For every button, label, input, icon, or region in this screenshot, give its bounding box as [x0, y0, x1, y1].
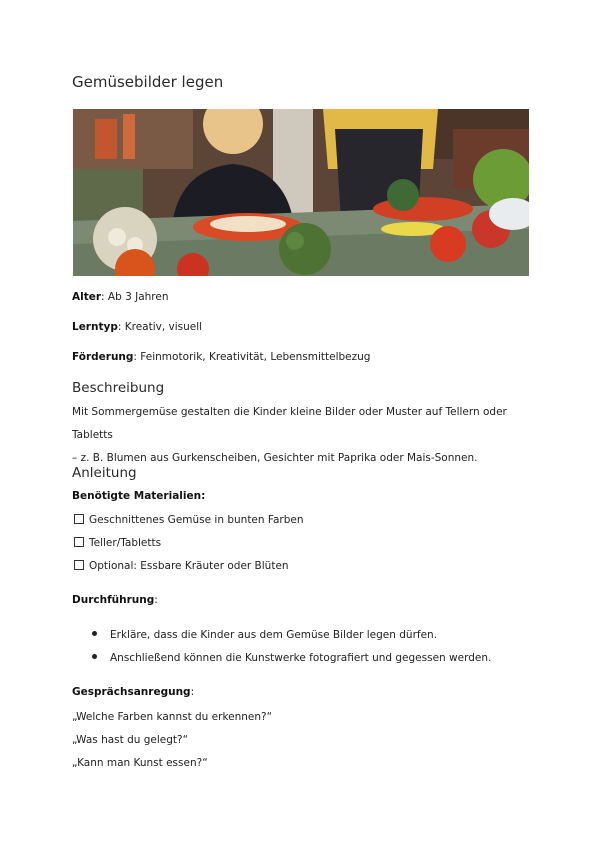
checkbox-icon — [74, 537, 84, 547]
checkbox-icon — [74, 514, 84, 524]
description-text: Mit Sommergemüse gestalten die Kinder kleine Bilder oder Muster auf Tellern oder Tabletts – z. B. Blumen aus Gurkenscheiben, Gesichter mit Paprika oder Mais-Sonnen. — [72, 406, 507, 464]
page-title: Gemüsebilder legen — [72, 73, 224, 91]
step-item: Erkläre, dass die Kinder aus dem Gemüse Bilder legen dürfen. — [92, 629, 437, 641]
meta-support: Förderung: Feinmotorik, Kreativität, Lebensmittelbezug — [72, 351, 371, 363]
conversation-label: Gesprächsanregung: — [72, 686, 195, 698]
conversation-question: „Kann man Kunst essen?“ — [72, 757, 208, 769]
meta-age: Alter: Ab 3 Jahren — [72, 291, 169, 303]
bullet-icon — [92, 631, 97, 636]
section-heading-description: Beschreibung — [72, 380, 165, 396]
materials-item: Optional: Essbare Kräuter oder Blüten — [74, 560, 289, 572]
meta-learning-type: Lerntyp: Kreativ, visuell — [72, 321, 203, 333]
conversation-question: „Welche Farben kannst du erkennen?“ — [72, 711, 273, 723]
children-vegetable-photo — [73, 109, 529, 276]
materials-item: Geschnittenes Gemüse in bunten Farben — [74, 514, 304, 526]
bullet-icon — [92, 654, 97, 659]
materials-item: Teller/Tabletts — [74, 537, 161, 549]
conversation-question: „Was hast du gelegt?“ — [72, 734, 189, 746]
section-heading-instructions: Anleitung — [72, 465, 137, 481]
step-item: Anschließend können die Kunstwerke fotografiert und gegessen werden. — [92, 652, 491, 664]
checkbox-icon — [74, 560, 84, 570]
steps-label: Durchführung: — [72, 594, 158, 606]
materials-label: Benötigte Materialien: — [72, 490, 206, 502]
